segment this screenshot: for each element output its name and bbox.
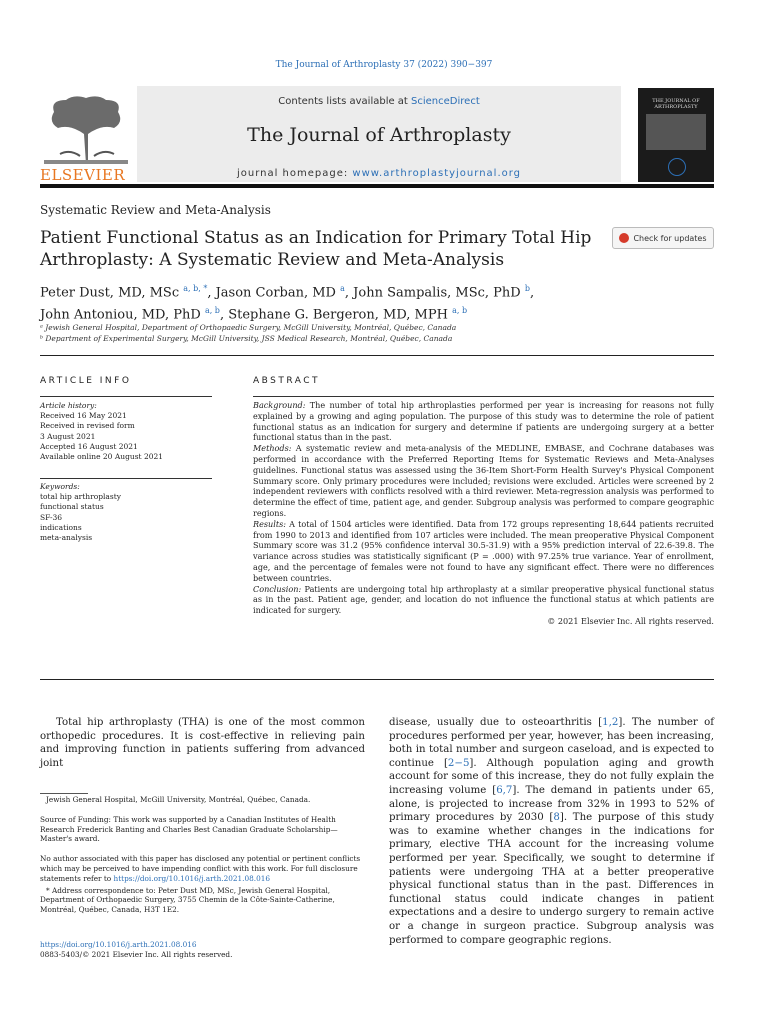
abstract-rule (253, 396, 714, 397)
aahks-logo-icon (668, 158, 686, 176)
keywords (40, 482, 212, 543)
doi-link[interactable]: https://doi.org/10.1016/j.arth.2021.08.016 (40, 940, 197, 949)
article-title: Patient Functional Status as an Indication for Primary Total Hip Arthroplasty: A Systematic Review and Meta-Analysis (40, 228, 592, 270)
contents-line (137, 96, 621, 107)
body-text: ]. Although population aging and growth account for some of this increase, they do not fully explain the increasing volume [ (389, 757, 714, 796)
author-name[interactable]: Peter Dust, MD, MSc (40, 285, 180, 301)
body-text: ]. The purpose of this study was to examine whether changes in the indications for primary, elective THA account for the increasing volume performed per year. Specifically, we sought to determine if patients were undergoing THA at a better preoperative physical functional status than in the past. Differences in functional status could indicate changes in patient expectations and a desire to undergo surgery to remain active or a change in surgeon practice. Subgroup analysis was performed to compare geographic regions. (389, 812, 715, 946)
issn-copyright: 0883-5403/© 2021 Elsevier Inc. All rights reserved. (40, 949, 233, 959)
history-item: 3 August 2021 (40, 431, 96, 441)
author-affiliation-marker[interactable]: a, b, * (183, 284, 208, 293)
journal-banner (137, 86, 621, 182)
body-text: ]. The number of procedures performed per year, however, has been increasing, both in total number and surgeon caseload, and is expected to continue [ (389, 717, 715, 769)
methods-label: Methods: (253, 443, 292, 454)
citation-link[interactable]: 6,7 (496, 784, 513, 796)
footnote-coi (40, 854, 365, 883)
author-affiliation-marker[interactable]: a, b (452, 306, 468, 316)
publisher-name: ELSEVIER (40, 166, 126, 184)
journal-reference-link[interactable]: The Journal of Arthroplasty 37 (2022) 390−397 (275, 60, 493, 70)
history-label: Article history: (40, 401, 97, 410)
abstract-results (253, 519, 714, 584)
author-list: Peter Dust, MD, MSc $^{a, b, *}$, Jason Corban, MD $^a$, John Sampalis, MSc, PhD $^b$, John Antoniou, MD, PhD $^{a, b}$, Stephane G. Bergeron, MD, MPH $^{a, b}$ (40, 284, 535, 323)
check-updates-label: Check for updates (633, 233, 707, 243)
body-rule (40, 679, 714, 680)
conclusion-label: Conclusion: (253, 583, 302, 594)
footnote-rule (40, 793, 88, 794)
keywords-rule (40, 478, 212, 479)
affiliation-b: ᵇ Department of Experimental Surgery, McGill University, JSS Medical Research, Montréal, Québec, Canada (40, 334, 453, 343)
sciencedirect-link[interactable]: ScienceDirect (411, 96, 480, 107)
elsevier-tree-icon (40, 94, 132, 166)
article-history (40, 401, 212, 462)
doi-footer (40, 940, 365, 960)
author-name[interactable]: John Antoniou, MD, PhD (40, 307, 201, 323)
methods-text: A systematic review and meta-analysis of the MEDLINE, EMBASE, and Cochrane databases was performed in accordance with the Preferred Reporting Items for Systematic Reviews and Meta-Analyses guidelines. Functional status was assessed using the 36-Item Short-Form Health Survey's Physical Component Summary score. Only primary procedures were included; revisions were excluded. Articles were screened by 2 independent reviewers with conflicts resolved with a third reviewer. Meta-regression analysis was performed to determine the effect of time, patient age, and gender. Subgroup analysis was performed to compare geographic regions. (253, 443, 714, 518)
footnote-hospital: Jewish General Hospital, McGill University, Montréal, Québec, Canada. (46, 795, 311, 804)
crossmark-icon (619, 233, 629, 243)
results-text: A total of 1504 articles were identified. Data from 172 groups representing 18,644 patients recruited from 1990 to 2013 and identified from 107 articles were included. The mean preoperative Physical Component Summary score was 31.2 (95% confidence interval 30.5-31.9) with a 95% prediction interval of 22.6-39.8. The variance across studies was statistically significant (P = .000) with 97.25% true variance. Year of enrollment, age, and the percentage of females were not found to have any significant effect. There were no differences between countries. (253, 518, 714, 583)
journal-cover-image[interactable] (638, 88, 714, 182)
citation-link[interactable]: 2−5 (447, 757, 470, 769)
keyword: SF-36 (40, 512, 63, 522)
keyword: total hip arthroplasty (40, 492, 121, 502)
cover-title: THE JOURNAL OF ARTHROPLASTY (652, 98, 700, 110)
abstract-heading: ABSTRACT (253, 376, 321, 386)
footnotes (40, 795, 365, 921)
intro-paragraph-left: Total hip arthroplasty (THA) is one of the most common orthopedic procedures. It is cost-effective in relieving pain and improving function in patients suffering from advanced joint (40, 717, 365, 769)
elsevier-logo[interactable] (40, 94, 132, 182)
citation-link[interactable]: 8 (553, 812, 560, 824)
coi-link[interactable]: https://doi.org/10.1016/j.arth.2021.08.016 (113, 873, 271, 883)
body-text: ]. The demand in patients under 65, alone, is projected to increase from 32% in 1993 to 52% of primary procedures by 2030 [ (389, 784, 714, 824)
author-name[interactable]: Jason Corban, MD (215, 285, 336, 301)
header-rule (40, 184, 714, 188)
history-item: Available online 20 August 2021 (40, 452, 164, 462)
homepage-link[interactable]: www.arthroplastyjournal.org (352, 168, 522, 179)
affiliation-a: ᵃ Jewish General Hospital, Department of Orthopaedic Surgery, McGill University, Montréal, Québec, Canada (40, 323, 457, 332)
check-for-updates-button[interactable] (612, 227, 714, 249)
author-affiliation-marker[interactable]: b (524, 284, 530, 293)
coi-text: No author associated with this paper has disclosed any potential or pertinent conflicts which may be perceived to have impending conflict with this work. For full disclosure statements refer to (40, 854, 361, 883)
background-label: Background: (253, 400, 306, 410)
keywords-label: Keywords: (40, 482, 80, 491)
keyword: meta-analysis (40, 533, 93, 543)
abstract-text (253, 400, 714, 627)
citation-link[interactable]: 1,2 (602, 717, 619, 728)
keyword: indications (40, 522, 82, 532)
keyword: functional status (40, 502, 104, 512)
abstract-copyright: © 2021 Elsevier Inc. All rights reserved. (547, 615, 714, 626)
author-name[interactable]: Stephane G. Bergeron, MD, MPH (228, 307, 448, 323)
history-item: Accepted 16 August 2021 (40, 441, 138, 451)
body-text: disease, usually due to osteoarthritis [ (389, 717, 603, 728)
results-label: Results: (253, 518, 286, 529)
contents-prefix: Contents lists available at (278, 96, 412, 107)
author-affiliation-marker[interactable]: a, b (204, 306, 220, 316)
section-rule (40, 355, 714, 356)
article-type: Systematic Review and Meta-Analysis (40, 203, 271, 217)
homepage-prefix: journal homepage: (236, 168, 353, 179)
journal-title: The Journal of Arthroplasty (247, 124, 511, 146)
conclusion-text: Patients are undergoing total hip arthroplasty at a similar preoperative physical functional status as in the past. Patient age, gender, and location do not influence the functional status at which patients are indicated for surgery. (253, 583, 714, 616)
history-item: Received in revised form (40, 421, 135, 431)
footnote-funding: Source of Funding: This work was supported by a Canadian Institutes of Health Research Frederick Banting and Charles Best Canadian Graduate Scholarship—Master's award. (40, 814, 338, 844)
background-text: The number of total hip arthroplasties performed per year is increasing for reasons not fully explained by a growing and aging population. The purpose of this study was to determine the role of patient functional status as an indication for surgery and determine if patients are undergoing surgery at a better functional status than in the past. (253, 400, 714, 443)
history-item: Received 16 May 2021 (40, 411, 127, 421)
intro-paragraph-right (389, 716, 714, 947)
article-info-rule (40, 396, 212, 397)
homepage-line (137, 168, 621, 179)
footnote-correspondence: * Address correspondence to: Peter Dust MD, MSc, Jewish General Hospital, Department of Orthopaedic Surgery, 3755 Chemin de la Côte-Sainte-Catherine, Montréal, Québec, Canada, H3T 1E2. (40, 885, 335, 915)
cover-photo (646, 114, 706, 150)
abstract-background (253, 400, 714, 443)
author-name[interactable]: John Sampalis, MSc, PhD (353, 285, 521, 301)
abstract-methods (253, 443, 714, 519)
abstract-conclusion (253, 584, 714, 616)
article-info-heading: ARTICLE INFO (40, 376, 132, 386)
author-affiliation-marker[interactable]: a (340, 284, 345, 293)
